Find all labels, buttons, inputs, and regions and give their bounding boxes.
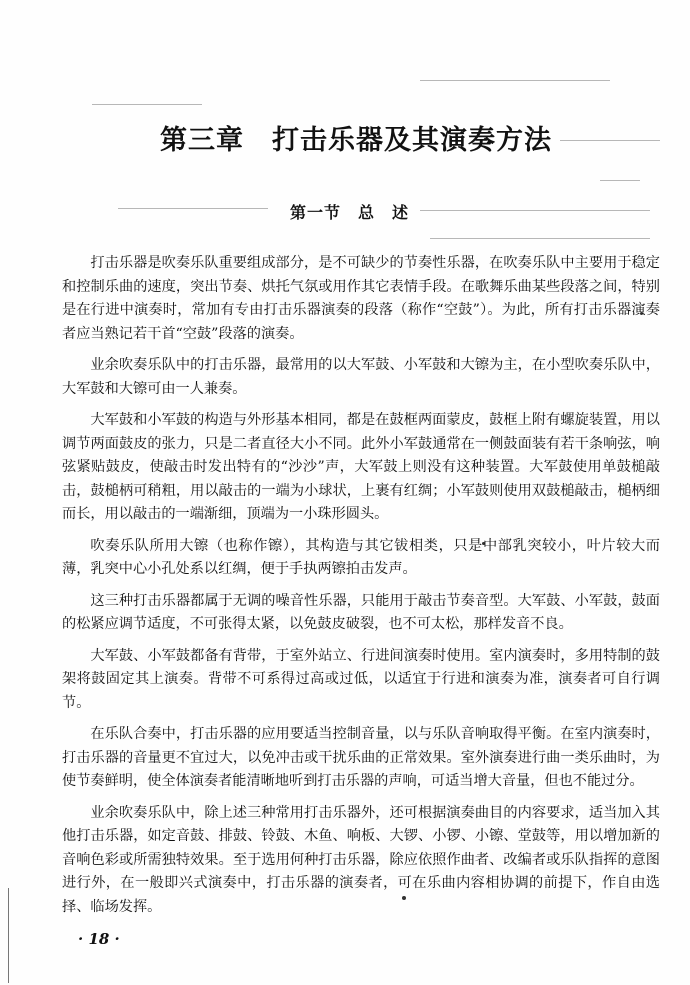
paragraph: 业余吹奏乐队中，除上述三种常用打击乐器外，还可根据演奏曲目的内容要求，适当加入其他打击乐器，如定音鼓、排鼓、铃鼓、木鱼、响板、大锣、小锣、小镲、堂鼓等，用以增加新的音响色彩或所需独特效果。至于选用何种打击乐器，除应依照作曲者、改编者或乐队指挥的意图进行外，在一般即兴式演奏中，打击乐器的演奏者，可在乐曲内容相协调的前提下，作自由选择、临场发挥。 — [62, 804, 660, 915]
scan-smudge — [420, 80, 610, 81]
paragraph: 大军鼓、小军鼓都备有背带，于室外站立、行进间演奏时使用。室内演奏时，多用特制的鼓架将鼓固定其上演奏。背带不可系得过高或过低，以适宜于行进和演奏为准，演奏者可自行调节。 — [62, 647, 660, 711]
scan-smudge — [600, 180, 640, 181]
body-text — [62, 252, 660, 929]
paragraph: 这三种打击乐器都属于无调的噪音性乐器，只能用于敲击节奏音型。大军鼓、小军鼓，鼓面的松紧应调节适度，不可张得太紧，以免鼓皮破裂，也不可太松，那样发音不良。 — [62, 592, 660, 632]
paragraph: 业余吹奏乐队中的打击乐器，最常用的以大军鼓、小军鼓和大镲为主，在小型吹奏乐队中，大军鼓和大镲可由一人兼奏。 — [62, 357, 660, 397]
chapter-title: 第三章 打击乐器及其演奏方法 — [160, 125, 552, 156]
paragraph: 大军鼓和小军鼓的构造与外形基本相同，都是在鼓框两面蒙皮，鼓框上附有螺旋装置，用以调节两面鼓皮的张力，只是二者直径大小不同。此外小军鼓通常在一侧鼓面装有若干条响弦，响弦紧贴鼓皮，使敲击时发出特有的“沙沙”声，大军鼓上则没有这种装置。大军鼓使用单鼓槌敲击，鼓槌柄可稍粗，用以敲击的一端为小球状，上裹有红绸；小军鼓则使用双鼓槌敲击，槌柄细而长，用以敲击的一端渐细，顶端为一小珠形圆头。 — [62, 412, 660, 522]
scan-smudge — [92, 104, 202, 105]
page-edge-line — [8, 888, 9, 983]
paragraph: 在乐队合奏中，打击乐器的应用要适当控制音量，以与乐队音响取得平衡。在室内演奏时，打击乐器的音量更不宜过大，以免冲击或干扰乐曲的正常效果。室外演奏进行曲一类乐曲时，为使节奏鲜明，使全体演奏者能清晰地听到打击乐器的声响，可适当增大音量，但也不能过分。 — [62, 726, 660, 789]
scan-smudge — [118, 208, 268, 209]
scan-smudge — [420, 210, 650, 211]
paragraph: 打击乐器是吹奏乐队重要组成部分，是不可缺少的节奏性乐器，在吹奏乐队中主要用于稳定和控制乐曲的速度，突出节奏、烘托气氛或用作其它表情手段。在歌舞乐曲某些段落之间，特别是在行进中演奏时，常加有专由打击乐器演奏的段落（称作“空鼓”）。为此，所有打击乐器演奏者应当熟记若干首“空鼓”段落的演奏。 — [62, 255, 660, 342]
page-number: · 18 · — [78, 930, 120, 948]
scan-smudge — [430, 238, 650, 239]
paragraph: 吹奏乐队所用大镲（也称作镲），其构造与其它钹相类，只是中部乳突较小，叶片较大而薄，乳突中心小孔处系以红绸，便于手执两镲拍击发声。 — [62, 537, 660, 577]
section-title: 第一节 总 述 — [290, 203, 410, 222]
